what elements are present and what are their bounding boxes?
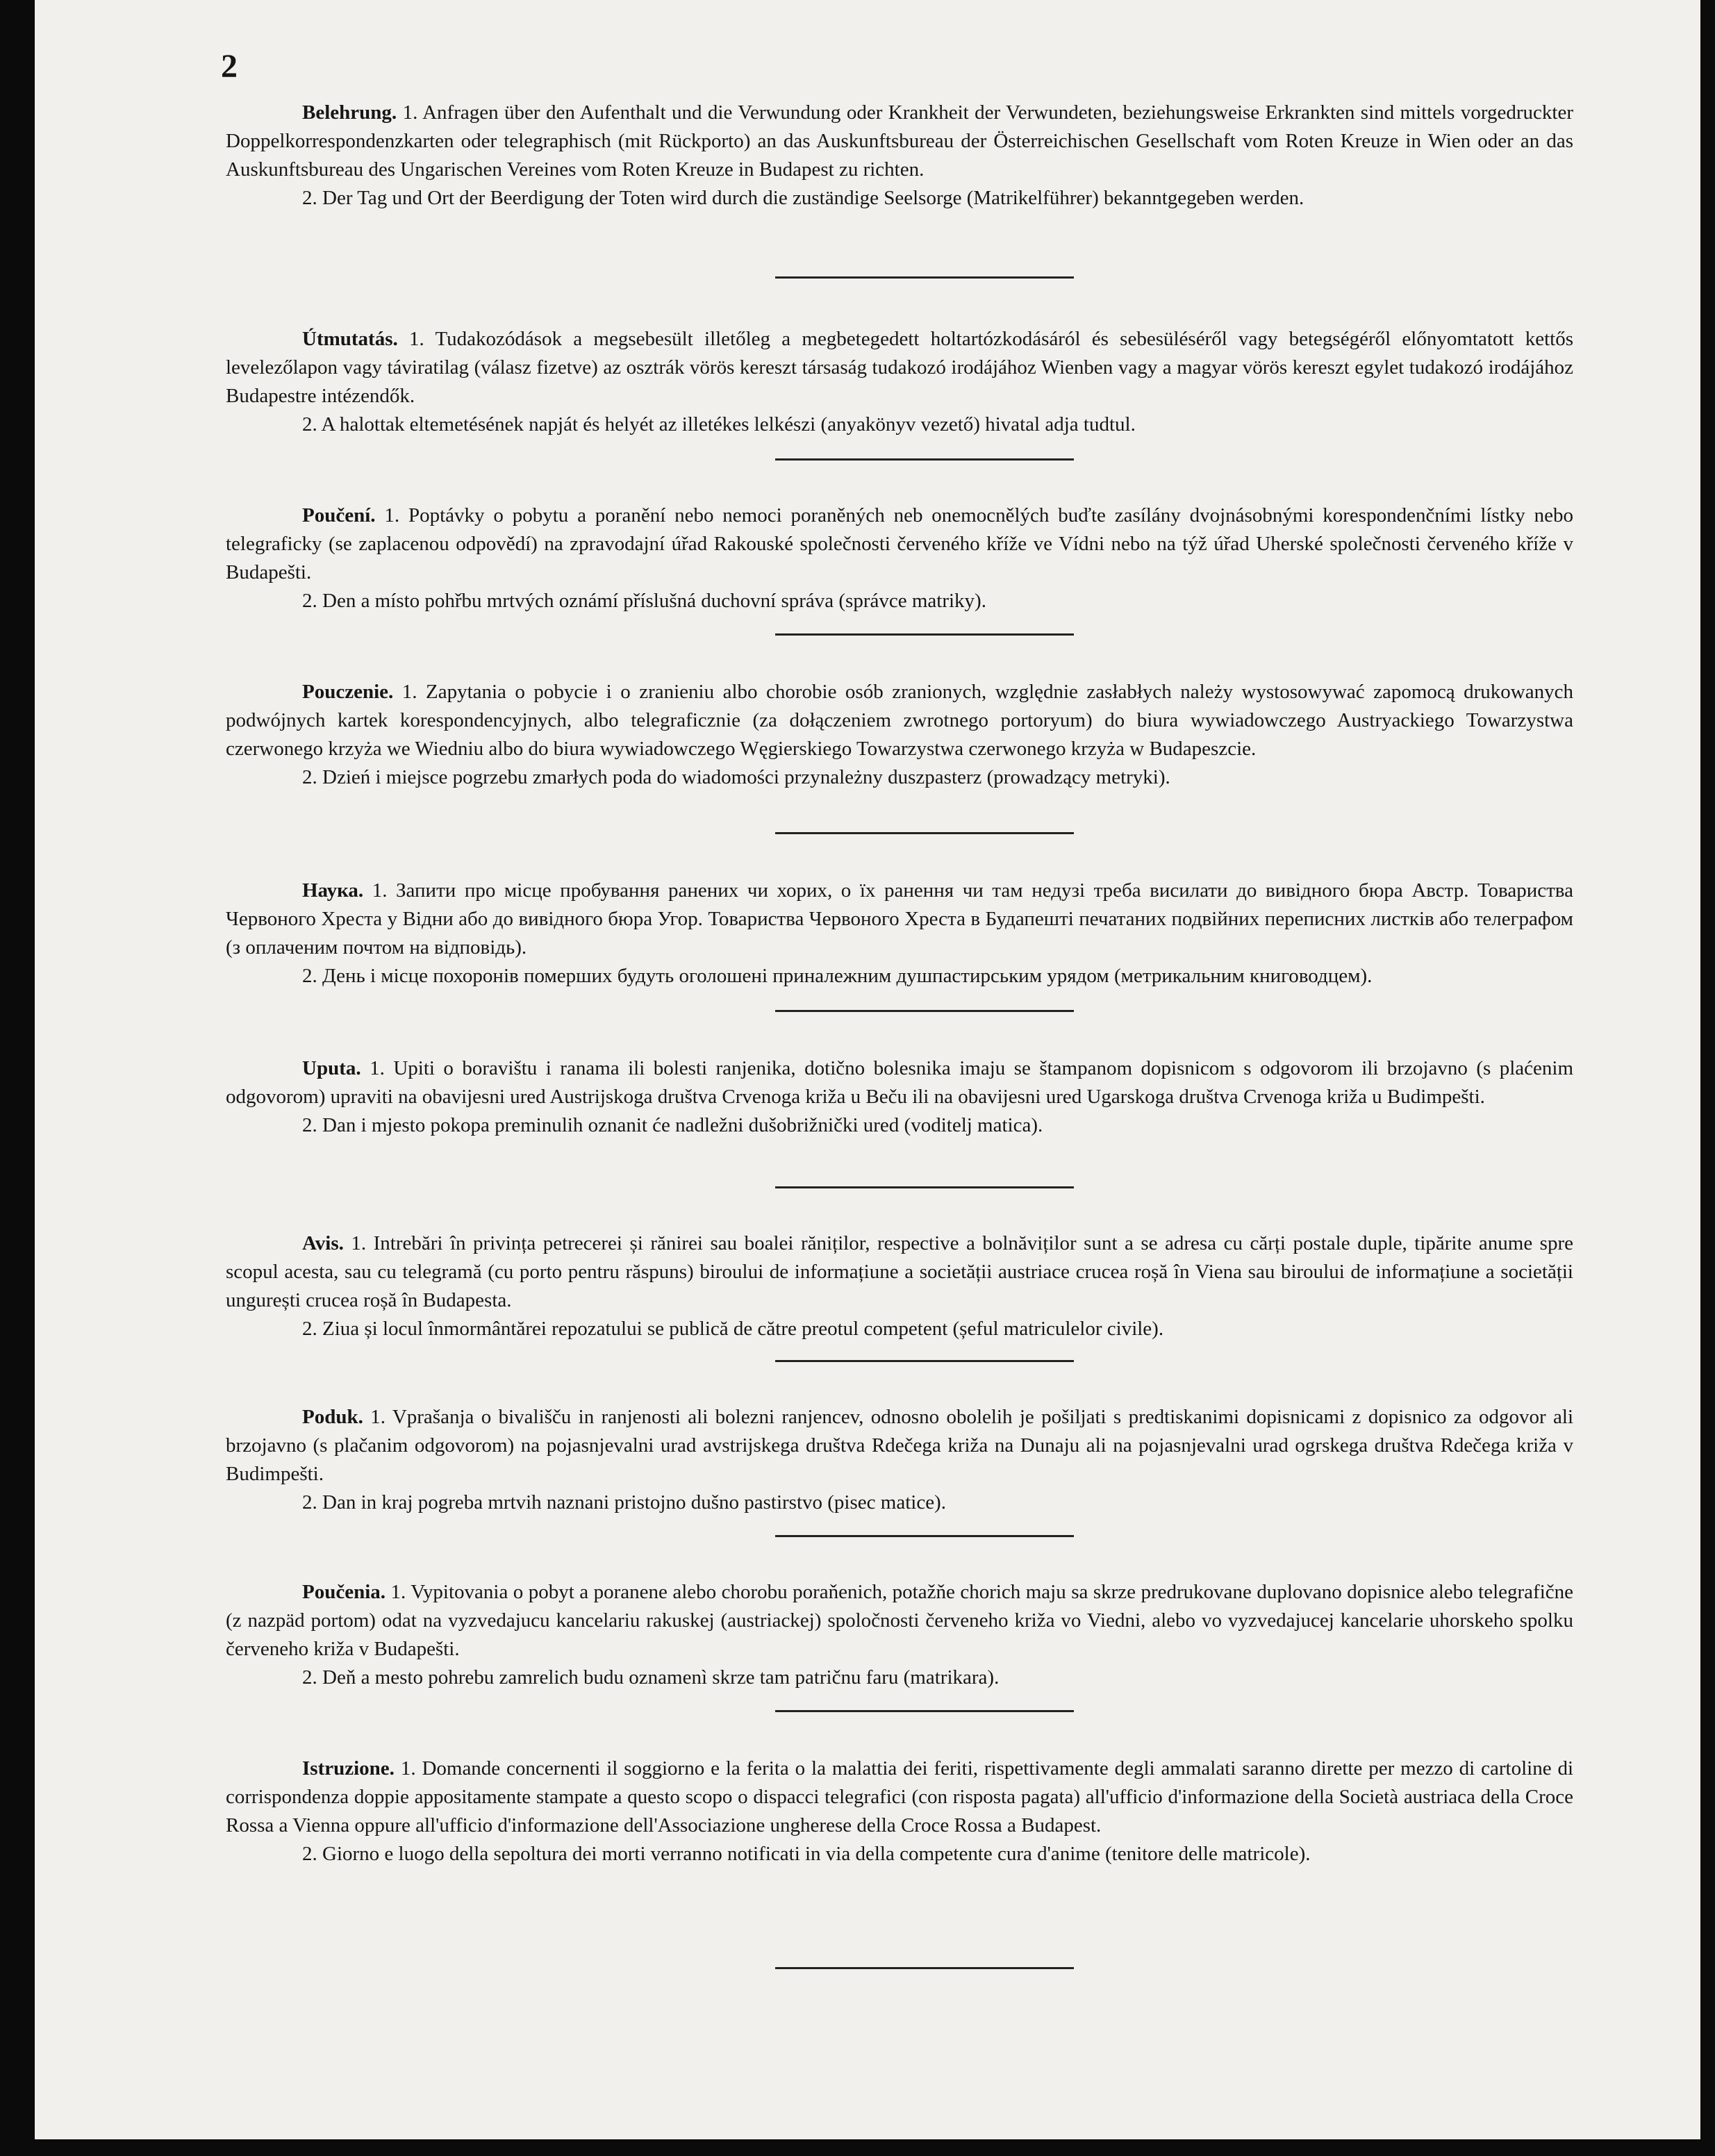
section-divider — [775, 832, 1074, 834]
section-paragraph-1 — [226, 325, 1573, 411]
section-divider — [775, 458, 1074, 461]
section-divider — [775, 1535, 1074, 1537]
section-slovene — [226, 1403, 1573, 1517]
section-text: 1. Upiti o boravištu i ranama ili bolesti ranjenika, dotično bolesnika imaju se štampanom dopisnicom s odgovorom ili brzojavno (s plaćenim odgovorom) upraviti na obavijesni ured Austrijskoga društva Crvenoga križa u Beču ili na obavijesni ured Ugarskoga društva Crvenoga križa u Budimpešti. — [226, 1057, 1574, 1108]
section-paragraph-1 — [226, 1054, 1573, 1111]
section-paragraph-2: 2. Ziua și locul înmormântărei repozatului se publică de către preotul competent (șeful matriculelor civile). — [302, 1318, 1164, 1340]
section-divider — [775, 276, 1074, 279]
section-divider — [775, 1010, 1074, 1012]
section-paragraph-1 — [226, 1755, 1573, 1840]
section-divider — [775, 1360, 1074, 1362]
section-czech — [226, 501, 1573, 615]
section-title: Poučenia. — [302, 1581, 386, 1603]
section-text: 1. Intrebări în privința petrecerei și rănirei sau boalei răniților, respective a bolnăviților sunt a se adresa cu cărți postale duple, tipărite anume spre scopul acesta, sau cu telegramă (cu porto pentru răspuns) biroului de informațiune a societății austriace crucea roșă în Viena sau biroului de informațiune a societății ungurești crucea roșă în Budapesta. — [226, 1232, 1573, 1311]
section-paragraph-2: 2. День і місце похоронів померших будуть оголошені приналежним душпастирським урядом (метрикальним книговодцем). — [302, 965, 1373, 987]
section-title: Istruzione. — [302, 1757, 395, 1780]
section-paragraph-1 — [226, 678, 1573, 763]
section-paragraph-2: 2. A halottak eltemetésének napját és helyét az illetékes lelkészi (anyakönyv vezető) hivatal adja tudtul. — [302, 413, 1136, 436]
section-title: Наука. — [302, 879, 364, 902]
section-slovak — [226, 1578, 1573, 1692]
section-text: 1. Vprašanja o bivališču in ranjenosti ali bolezni ranjencev, odnosno obolelih je pošiljati s predtiskanimi dopisnicami z dopisnico za odgovor ali brzojavno (s plačanim odgovorom) na pojasnjevalni urad avstrijskega društva Rdečega križa na Dunaju ali na pojasnjevalni urad ogrskega društva Rdečega križa v Budimpešti. — [226, 1406, 1574, 1485]
section-croatian — [226, 1054, 1573, 1140]
section-divider — [775, 1710, 1074, 1712]
section-title: Avis. — [302, 1232, 344, 1254]
section-romanian — [226, 1229, 1573, 1343]
section-paragraph-2: 2. Dan in kraj pogreba mrtvih naznani pristojno dušno pastirstvo (pisec matice). — [302, 1491, 946, 1514]
section-paragraph-2: 2. Giorno e luogo della sepoltura dei morti verranno notificati in via della competente cura d'anime (tenitore delle matricole). — [302, 1843, 1311, 1865]
section-paragraph-1 — [226, 501, 1573, 587]
section-paragraph-1 — [226, 1403, 1573, 1489]
section-paragraph-2: 2. Deň a mesto pohrebu zamrelich budu oznamenì skrze tam patričnu faru (matrikara). — [302, 1666, 1000, 1689]
section-ukrainian — [226, 877, 1573, 990]
section-text: 1. Tudakozódások a megsebesült illetőleg a megbetegedett holtartózkodásáról és sebesüléséről vagy betegségéről előnyomtatott kettős levelezőlapon vagy táviratilag (válasz fizetve) az osztrák vörös kereszt társaság tudakozó irodájához Wienben vagy a magyar vörös kereszt egylet tudakozó irodájához Budapestre intézendők. — [226, 328, 1574, 407]
section-title: Poučení. — [302, 504, 376, 526]
section-paragraph-1 — [226, 99, 1573, 184]
section-paragraph-1 — [226, 1229, 1573, 1315]
section-divider — [775, 633, 1074, 636]
section-title: Pouczenie. — [302, 681, 394, 703]
section-polish — [226, 678, 1573, 792]
section-text: 1. Vypitovania o pobyt a poranene alebo chorobu poraňenich, potažňe chorich maju sa skrze predrukovane duplovano dopisnice alebo telegrafične (z nazpäd portom) odat na vyzvedajucu kancelariu rakuskej (austriackej) spoločnosti červeneho križa vo Viedni, alebo vo vyzvedajucej kancelarie uhorskeho spolku červeneho križa v Budapešti. — [226, 1581, 1573, 1660]
section-title: Poduk. — [302, 1406, 363, 1428]
section-title: Belehrung. — [302, 101, 397, 124]
section-text: 1. Запити про місце пробування ранених чи хорих, о їх ранення чи там недузі треба висилати до вивідного бюра Австр. Товариства Червоного Хреста у Відни або до вивідного бюра Угор. Товариства Червоного Хреста в Будапешті печатаних подвійних переписних листків або телеграфом (з оплаченим почтом на відповідь). — [226, 879, 1573, 959]
section-hungarian — [226, 325, 1573, 439]
section-german — [226, 99, 1573, 213]
section-title: Útmutatás. — [302, 328, 398, 350]
section-title: Uputa. — [302, 1057, 361, 1079]
section-italian — [226, 1755, 1573, 1868]
section-text: 1. Zapytania o pobycie i o zranieniu albo chorobie osób zranionych, względnie zasłabłych należy wystosowywać zapomocą drukowanych podwójnych kartek korespondencyjnych, albo telegraficznie (za dołączeniem zwrotnego portoryum) do biura wywiadowczego Austryackiego Towarzystwa czerwonego krzyża we Wiedniu albo do biura wywiadowczego Węgierskiego Towarzystwa czerwonego krzyża w Budapeszcie. — [226, 681, 1573, 760]
section-paragraph-1 — [226, 877, 1573, 962]
section-divider — [775, 1967, 1074, 1969]
section-text: 1. Anfragen über den Aufenthalt und die Verwundung oder Krankheit der Verwundeten, beziehungsweise Erkrankten sind mittels vorgedruckter Doppelkorrespondenzkarten oder telegraphisch (mit Rückporto) an das Auskunftsbureau der Österreichischen Gesellschaft vom Roten Kreuze in Wien oder an das Auskunftsbureau des Ungarischen Vereines vom Roten Kreuze in Budapest zu richten. — [226, 101, 1573, 181]
section-paragraph-1 — [226, 1578, 1573, 1664]
section-paragraph-2: 2. Den a místo pohřbu mrtvých oznámí příslušná duchovní správa (správce matriky). — [302, 590, 986, 612]
page-number: 2 — [221, 48, 238, 85]
section-paragraph-2: 2. Dzień i miejsce pogrzebu zmarłych poda do wiadomości przynależny duszpasterz (prowadzący metryki). — [302, 766, 1170, 788]
section-paragraph-2: 2. Dan i mjesto pokopa preminulih oznanit će nadležni dušobrižnički ured (voditelj matica). — [302, 1114, 1043, 1136]
section-paragraph-2: 2. Der Tag und Ort der Beerdigung der Toten wird durch die zuständige Seelsorge (Matrikelführer) bekanntgegeben werden. — [302, 187, 1304, 209]
section-text: 1. Domande concernenti il soggiorno e la ferita o la malattia dei feriti, rispettivamente degli ammalati saranno dirette per mezzo di cartoline di corrispondenza doppie appositamente stampate a questo scopo o dispacci telegrafici (con risposta pagata) all'ufficio d'informazione della Società austriaca della Croce Rossa a Vienna oppure all'ufficio d'informazione dell'Associazione ungherese della Croce Rossa a Budapest. — [226, 1757, 1573, 1836]
section-text: 1. Poptávky o pobytu a poranění nebo nemoci poraněných neb onemocnělých buďte zasílány dvojnásobnými korespondenčními lístky nebo telegraficky (se zaplacenou odpovědí) na zpravodajní úřad Rakouské společnosti červeného kříže ve Vídni nebo na týž úřad Uherské společnosti červeného kříže v Budapešti. — [226, 504, 1574, 583]
section-divider — [775, 1186, 1074, 1188]
